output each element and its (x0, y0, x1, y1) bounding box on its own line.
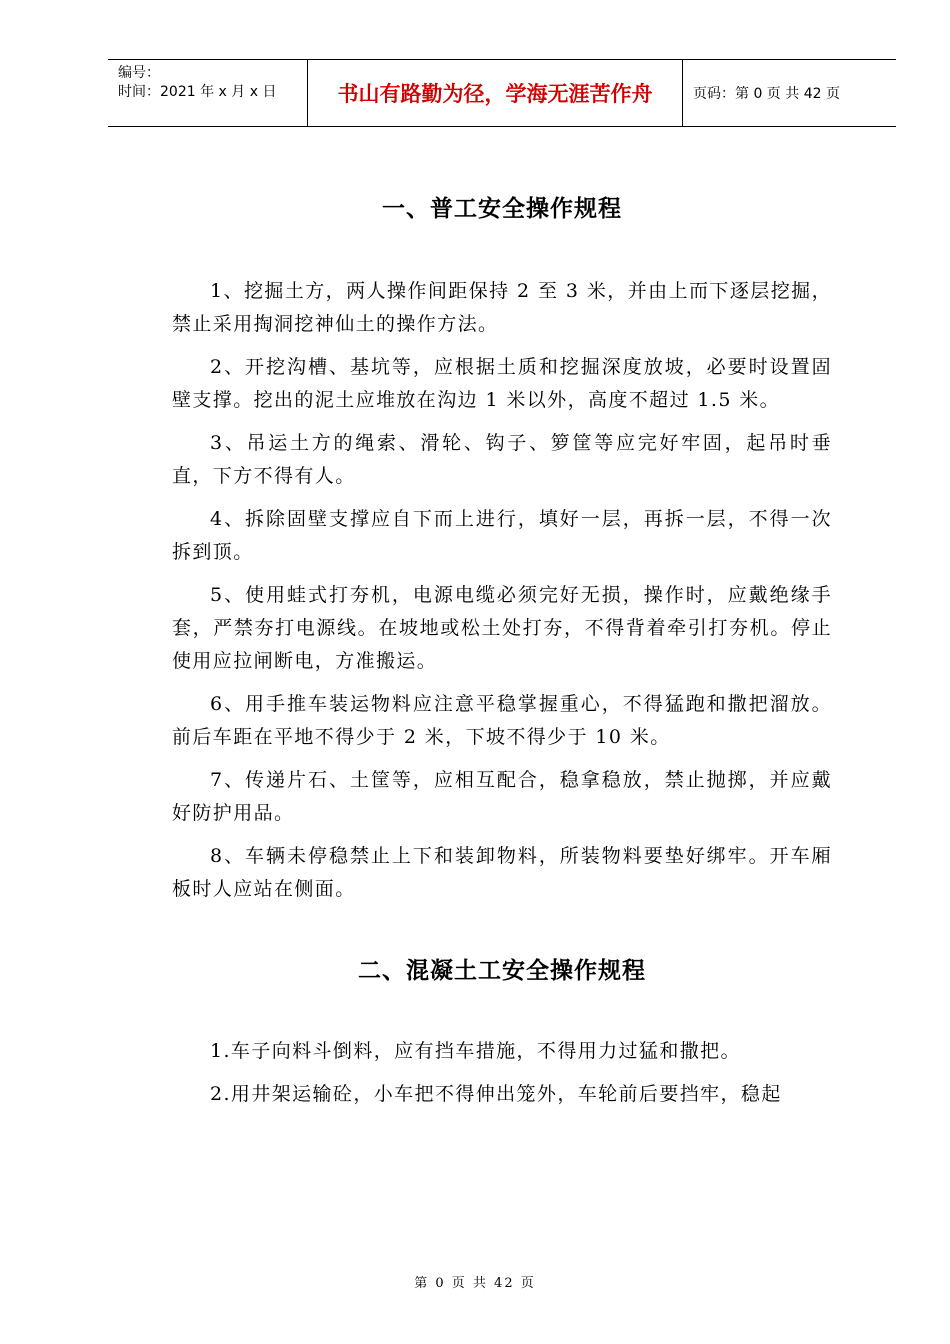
paragraph: 5、使用蛙式打夯机，电源电缆必须完好无损，操作时，应戴绝缘手套，严禁夯打电源线。在坡地或松土处打夯，不得背着牵引打夯机。停止使用应拉闸断电，方准搬运。 (172, 584, 832, 672)
paragraph: 2、开挖沟槽、基坑等，应根据土质和挖掘深度放坡，必要时设置固壁支撑。挖出的泥土应堆放在沟边 1 米以外，高度不超过 1.5 米。 (172, 356, 832, 411)
section-title: 一、普工安全操作规程 (382, 195, 622, 222)
section-title: 二、混凝土工安全操作规程 (358, 957, 646, 984)
header-page-info: 页码：第 0 页 共 42 页 (693, 86, 840, 102)
paragraph: 2.用井架运输砼，小车把不得伸出笼外，车轮前后要挡牢，稳起 (210, 1083, 782, 1105)
header-meta (108, 60, 308, 126)
document-time-label: 时间：2021 年 x 月 x 日 (118, 84, 277, 100)
document-body (172, 190, 832, 1121)
document-number-label: 编号： (118, 65, 160, 81)
paragraph: 4、拆除固壁支撑应自下而上进行，填好一层，再拆一层，不得一次拆到顶。 (172, 508, 832, 563)
header-motto: 书山有路勤为径，学海无涯苦作舟 (308, 60, 683, 126)
paragraph: 6、用手推车装运物料应注意平稳掌握重心，不得猛跑和撒把溜放。前后车距在平地不得少于 2 米，下坡不得少于 10 米。 (172, 693, 832, 748)
page-footer: 第 0 页 共 42 页 (414, 1276, 536, 1291)
paragraph: 3、吊运土方的绳索、滑轮、钩子、箩筐等应完好牢固，起吊时垂直，下方不得有人。 (172, 432, 832, 487)
paragraph: 1.车子向料斗倒料，应有挡车措施，不得用力过猛和撒把。 (210, 1040, 741, 1062)
paragraph: 7、传递片石、土筐等，应相互配合，稳拿稳放，禁止抛掷，并应戴好防护用品。 (172, 769, 832, 824)
paragraph: 8、车辆未停稳禁止上下和装卸物料，所装物料要垫好绑牢。开车厢板时人应站在侧面。 (172, 845, 832, 900)
paragraph: 1、挖掘土方，两人操作间距保持 2 至 3 米，并由上而下逐层挖掘，禁止采用掏洞挖神仙土的操作方法。 (172, 280, 832, 335)
page-header (108, 59, 896, 127)
